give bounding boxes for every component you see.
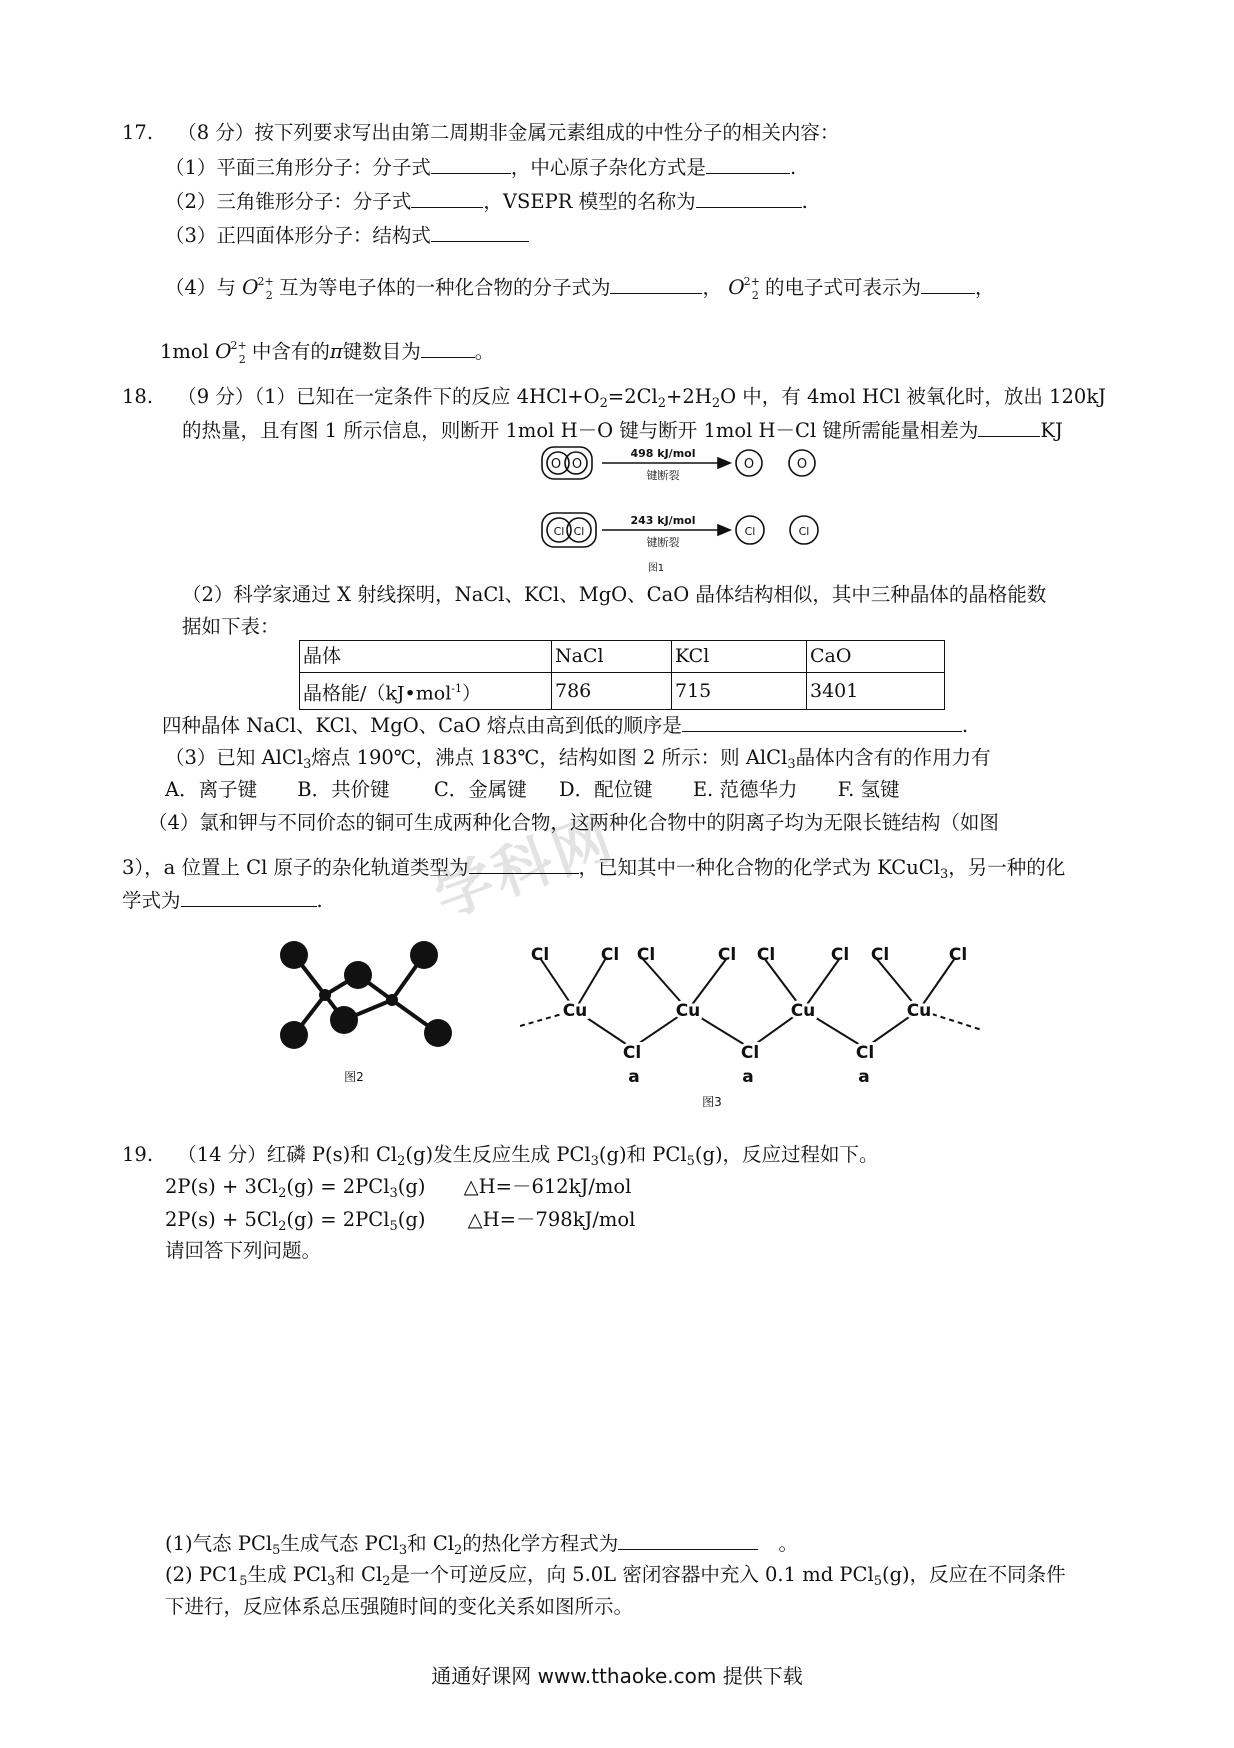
eq1-sub-1: 2 (278, 1186, 287, 1201)
q17-p5-blank-pi-count[interactable] (421, 339, 475, 358)
q19-number: 19. (122, 1143, 154, 1166)
fig3-cl: Cl (756, 945, 776, 965)
option-f[interactable]: F. 氢键 (837, 778, 900, 801)
eq2-sub-1: 2 (278, 1219, 287, 1234)
q19-sub2-line1 (165, 1563, 1066, 1594)
o2-molecule (542, 447, 592, 479)
q18-p1-text-b: =2Cl (607, 385, 658, 408)
eq2-b: (g) = 2PCl (286, 1208, 390, 1231)
table-header-row (300, 641, 945, 673)
q19-equation-1 (165, 1175, 631, 1206)
q18-p1-text-f: KJ (1040, 419, 1063, 442)
table-header-cell: KCl (672, 641, 807, 673)
fig3-position-a: a (742, 1067, 754, 1087)
q17-part1 (165, 155, 796, 180)
fig3-caption: 图3 (702, 1095, 722, 1109)
q18-p4-text-a: （4）氯和钾与不同价态的铜可生成两种化合物，这两种化合物中的阴离子均为无限长链结构（如图 (148, 811, 999, 834)
table-header-cell: NaCl (552, 641, 672, 673)
q19-equation-2 (165, 1208, 635, 1239)
q18-p3-sub-a: 3 (303, 757, 312, 772)
page-footer: 通通好课网 www.tthaoke.com 提供下载 (431, 1664, 803, 1688)
q18-part2-line2 (182, 615, 280, 639)
fig1-o-left-a: O (550, 457, 562, 472)
eq1-sub-2: 3 (389, 1186, 398, 1201)
q17-p1-a: （1）平面三角形分子：分子式 (165, 156, 431, 179)
pi-symbol: π (329, 340, 343, 363)
q19-s2-sub-d: 5 (873, 1574, 882, 1589)
fig1-energy-2: 243 kJ/mol (630, 514, 696, 527)
o2-2plus-ion-3: $O^{2+}_2$ (215, 339, 247, 366)
q19-s2-b: 生成 PCl (247, 1563, 328, 1586)
o2-2plus-ion: $O^{2+}_2$ (242, 275, 274, 302)
q17-part5 (160, 334, 494, 372)
q18-p3-text-b: 熔点 190℃，沸点 183℃，结构如图 2 所示：则 AlCl (311, 746, 788, 769)
figure-2-alcl3-structure (270, 935, 470, 1085)
fig1-caption: 图1 (647, 563, 665, 574)
q18-p4-blank-hybrid[interactable] (469, 855, 579, 874)
q19-s2-f: 下进行，反应体系总压强随时间的变化关系如图所示。 (165, 1595, 634, 1618)
cl-atom (424, 1019, 452, 1047)
fig1-o-right-a: O (743, 457, 755, 472)
figure-1-bond-energy (538, 445, 838, 575)
q17-p5-c: 键数目为 (342, 340, 421, 363)
q18-part2-question (162, 713, 968, 738)
figure-3-cucl-chain (520, 940, 990, 1110)
fig3-cl: Cl (530, 945, 550, 965)
q18-number: 18. (122, 385, 154, 408)
q17-part2 (165, 189, 808, 214)
q19-s2-sub-a: 5 (239, 1574, 248, 1589)
q19-s1-a: (1)气态 PCl (165, 1532, 273, 1555)
fig1-cl-right-b: Cl (798, 525, 810, 538)
fig3-cl: Cl (830, 945, 850, 965)
eq1-a: 2P(s) + 3Cl (165, 1175, 279, 1198)
table-header-cell: CaO (807, 641, 945, 673)
q18-p1-text-c: +2H (666, 385, 712, 408)
q17-part3 (165, 223, 529, 248)
table-cell: 3401 (807, 673, 945, 710)
q18-p1-text-a: （9 分）（1）已知在一定条件下的反应 4HCl+O (177, 385, 600, 408)
q17-p5-d: 。 (474, 340, 495, 363)
q18-part1-line1 (122, 385, 1106, 416)
q17-p1-blank-formula[interactable] (431, 155, 511, 174)
q19-s1-d: 的热化学方程式为 (462, 1532, 619, 1555)
q17-p4-c: ， (702, 276, 722, 299)
fig3-cu: Cu (562, 1001, 588, 1021)
q18-part2-line1 (182, 583, 1046, 607)
q19-stem-b: (g)发生反应生成 PCl (405, 1143, 591, 1166)
eq1-c: (g) (397, 1175, 426, 1198)
q17-part4 (165, 270, 995, 308)
q18-p3-text-c: 晶体内含有的作用力有 (795, 746, 991, 769)
q19-s1-sub-b: 3 (398, 1543, 408, 1558)
fig3-cl: Cl (636, 945, 656, 965)
fig3-cu: Cu (906, 1001, 932, 1021)
q18-part3 (165, 746, 991, 777)
fig3-cu: Cu (790, 1001, 816, 1021)
q19-s1-e: 。 (778, 1532, 799, 1555)
q18-p2-text-d: . (961, 714, 969, 737)
q19-stem-c: (g)和 PCl (598, 1143, 687, 1166)
al-atom (319, 989, 331, 1001)
cl-atom (410, 941, 438, 969)
q18-p2-text-b: 据如下表： (182, 615, 280, 638)
q19-stem-d: (g)，反应过程如下。 (694, 1143, 879, 1166)
cl-atom (330, 1006, 358, 1034)
q19-sub1 (165, 1531, 798, 1563)
eq2-c: (g) (397, 1208, 426, 1231)
q19-stem-a: （14 分）红磷 P(s)和 Cl (177, 1143, 398, 1166)
q18-p4-text-c: ，已知其中一种化合物的化学式为 KCuCl (578, 856, 940, 879)
cl-atom (280, 1021, 308, 1049)
q17-p4-e: ， (975, 276, 995, 299)
fig3-position-a: a (628, 1067, 640, 1087)
q18-p2-blank-order[interactable] (682, 713, 962, 732)
q17-stem (122, 121, 839, 145)
eq1-enthalpy: △H=－612kJ/mol (463, 1175, 632, 1198)
q18-part4-line2 (122, 855, 1065, 887)
q19-s2-a: (2) PC1 (165, 1563, 240, 1586)
q18-p4-text-d: ，另一种的化 (948, 856, 1066, 879)
q17-number: 17. (122, 121, 154, 144)
table-header-cell: 晶体 (300, 641, 552, 673)
q17-p2-b: ，VSEPR 模型的名称为 (483, 190, 696, 213)
q19-ask-text: 请回答下列问题。 (165, 1239, 322, 1262)
q17-p3-blank-structure[interactable] (431, 223, 529, 242)
option-a[interactable]: A．离子键 (165, 778, 258, 801)
q17-p5-b: 中含有的 (251, 340, 330, 363)
q17-p2-c: . (801, 190, 808, 213)
fig1-bond-break-1: 键断裂 (646, 469, 680, 482)
fig3-bridge-cl: Cl (740, 1043, 760, 1063)
option-b[interactable]: B．共价键 (297, 778, 390, 801)
q18-part4-line1 (148, 811, 999, 835)
q18-p1-text-d: O 中，有 4mol HCl 被氧化时，放出 120kJ (720, 385, 1106, 408)
fig3-bridge-cl: Cl (622, 1043, 642, 1063)
fig1-cl-left-b: Cl (573, 525, 585, 538)
q19-s1-blank-equation[interactable] (618, 1531, 758, 1550)
option-d[interactable]: D．配位键 (558, 778, 653, 801)
q18-p4-text-f: . (316, 889, 323, 912)
q18-p1-sub-a: 2 (599, 396, 608, 411)
q18-p1-blank-energy[interactable] (978, 418, 1040, 437)
fig3-cl: Cl (717, 945, 737, 965)
q19-s1-c: 和 Cl (407, 1532, 455, 1555)
watermark: 学科网 (425, 802, 624, 931)
q17-p4-blank-formula[interactable] (610, 275, 702, 294)
q17-p1-blank-hybrid[interactable] (706, 155, 790, 174)
q17-p2-a: （2）三角锥形分子：分子式 (165, 190, 412, 213)
q17-p4-a: （4）与 (165, 276, 236, 299)
fig1-cl-left-a: Cl (553, 525, 565, 538)
q19-ask (165, 1239, 321, 1263)
q19-s2-sub-c: 2 (382, 1574, 391, 1589)
q18-p1-text-e: 的热量，且有图 1 所示信息，则断开 1mol H－O 键与断开 1mol H－Cl 键所需能量相差为 (182, 419, 979, 442)
eq2-enthalpy: △H=－798kJ/mol (467, 1208, 636, 1231)
fig1-cl-right-a: Cl (744, 525, 756, 538)
fig1-energy-1: 498 kJ/mol (630, 447, 696, 460)
eq2-sub-2: 5 (389, 1219, 398, 1234)
table-cell: 786 (552, 673, 672, 710)
q18-p1-sub-b: 2 (657, 396, 667, 411)
q18-p4-sub-c: 3 (939, 867, 949, 882)
q18-p4-text-b: 3），a 位置上 Cl 原子的杂化轨道类型为 (122, 856, 469, 879)
table-cell: 715 (672, 673, 807, 710)
q18-p2-text-c: 四种晶体 NaCl、KCl、MgO、CaO 熔点由高到低的顺序是 (162, 714, 682, 737)
q17-p4-blank-electron[interactable] (921, 275, 975, 294)
q17-p2-blank-vsepr[interactable] (696, 189, 802, 208)
q18-part1-line2 (182, 418, 1063, 443)
eq2-a: 2P(s) + 5Cl (165, 1208, 279, 1231)
fig3-cl: Cl (948, 945, 968, 965)
q19-stem-sub-a: 2 (397, 1154, 406, 1169)
option-e[interactable]: E. 范德华力 (692, 778, 798, 801)
fig2-caption: 图2 (344, 1070, 364, 1084)
q17-p2-blank-formula[interactable] (411, 189, 483, 208)
eq1-b: (g) = 2PCl (286, 1175, 390, 1198)
q19-sub2-line2 (165, 1595, 633, 1619)
cl-atom (280, 941, 308, 969)
o2-2plus-ion-2: $O^{2+}_2$ (728, 275, 760, 302)
q17-p1-c: . (789, 156, 797, 179)
q19-s2-sub-b: 3 (327, 1574, 336, 1589)
fig1-o-left-b: O (571, 457, 583, 472)
q17-p1-b: ，中心原子杂化方式是 (510, 156, 706, 179)
q19-s2-c: 和 Cl (335, 1563, 383, 1586)
q18-p4-text-e: 学式为 (122, 889, 181, 912)
q19-s2-d: 是一个可逆反应，向 5.0L 密闭容器中充入 0.1 md PCl (390, 1563, 874, 1586)
table-row-label: 晶格能/（kJ•mol$^{-1}$） (300, 673, 552, 710)
q19-s2-e: (g)，反应在不同条件 (881, 1563, 1066, 1586)
q17-p5-a: 1mol (160, 340, 209, 363)
fig3-cl: Cl (600, 945, 620, 965)
q17-p3-a: （3）正四面体形分子：结构式 (165, 224, 431, 247)
table-row (300, 673, 945, 710)
fig3-position-a: a (858, 1067, 870, 1087)
q19-stem (122, 1143, 879, 1174)
cl2-molecule (542, 513, 596, 547)
q19-s1-sub-a: 5 (272, 1543, 281, 1558)
q17-p4-b: 互为等电子体的一种化合物的分子式为 (278, 276, 611, 299)
fig3-bridge-cl: Cl (855, 1043, 875, 1063)
lattice-energy-table (299, 640, 945, 710)
q18-p2-text-a: （2）科学家通过 X 射线探明，NaCl、KCl、MgO、CaO 晶体结构相似，其中三种晶体的晶格能数 (182, 583, 1047, 606)
q18-p3-sub-b: 3 (787, 757, 796, 772)
q18-options (165, 778, 900, 802)
fig3-cu: Cu (675, 1001, 701, 1021)
q19-stem-sub-b: 3 (590, 1154, 599, 1169)
q19-s1-b: 生成气态 PCl (280, 1532, 399, 1555)
q19-stem-sub-c: 5 (686, 1154, 695, 1169)
q18-part4-line3 (122, 888, 323, 913)
cl-atom (344, 961, 372, 989)
q17-p4-d: 的电子式可表示为 (765, 276, 922, 299)
q18-p4-blank-formula[interactable] (181, 888, 317, 907)
al-atom (386, 994, 398, 1006)
fig1-o-right-b: O (796, 457, 808, 472)
option-c[interactable]: C．金属键 (433, 778, 527, 801)
q19-s1-sub-c: 2 (454, 1543, 463, 1558)
q18-p3-text-a: （3）已知 AlCl (165, 746, 304, 769)
q17-stem-text: （8 分）按下列要求写出由第二周期非金属元素组成的中性分子的相关内容： (177, 121, 840, 144)
fig1-bond-break-2: 键断裂 (646, 536, 680, 549)
fig3-cl: Cl (870, 945, 890, 965)
q18-p1-sub-c: 2 (711, 396, 721, 411)
